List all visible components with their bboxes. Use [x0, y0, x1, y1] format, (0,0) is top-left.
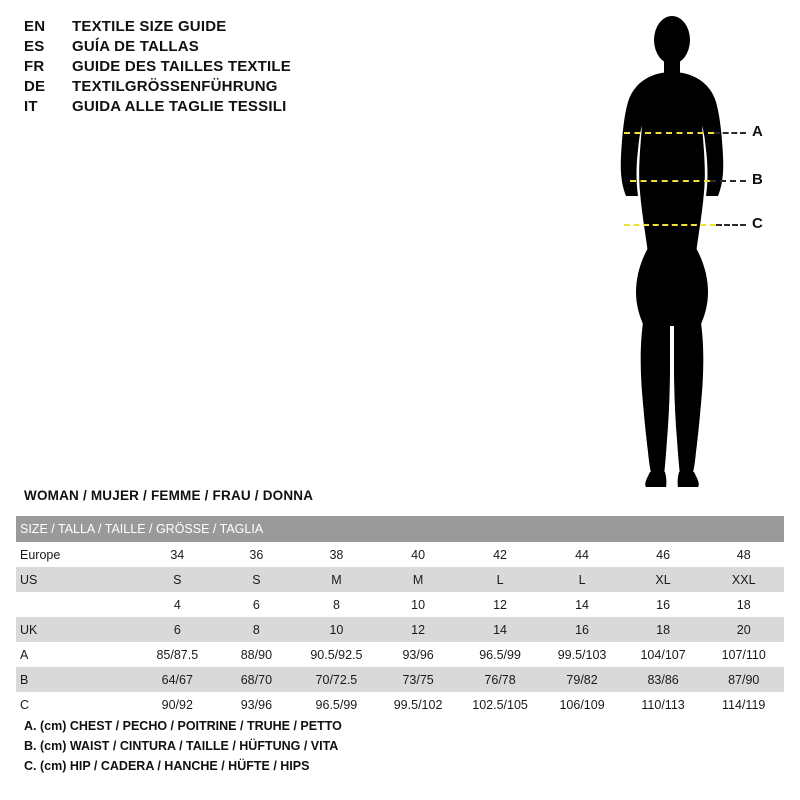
- woman-section-heading: WOMAN / MUJER / FEMME / FRAU / DONNA: [24, 488, 314, 503]
- cell-us-3: M: [331, 572, 342, 587]
- table-row: [16, 692, 784, 717]
- cell-us-6: L: [578, 572, 586, 587]
- row-label-us: US: [20, 572, 38, 587]
- row-label-us-numeric: [16, 592, 137, 617]
- cell-a-6: 99.5/103: [557, 647, 607, 662]
- cell-uk-1: 6: [173, 622, 181, 637]
- language-code-de: DE: [24, 78, 46, 95]
- table-row: [16, 567, 784, 592]
- leader-line-chest: [714, 132, 746, 134]
- cell-b-2: 68/70: [240, 672, 273, 687]
- language-code-es: ES: [24, 38, 45, 55]
- cell-c-8: 114/119: [722, 697, 766, 712]
- cell-europe-6: 44: [575, 547, 590, 562]
- cell-us-2: S: [252, 572, 261, 587]
- cell-c-2: 93/96: [240, 697, 273, 712]
- cell-c-7: 110/113: [641, 697, 685, 712]
- cell-a-2: 88/90: [240, 647, 273, 662]
- female-body-figure: [560, 10, 790, 490]
- cell-europe-7: 46: [656, 547, 671, 562]
- table-row: [16, 592, 784, 617]
- cell-us-4: M: [412, 572, 424, 587]
- title-text-en: TEXTILE SIZE GUIDE: [72, 18, 227, 35]
- cell-c-5: 102.5/105: [472, 697, 528, 712]
- row-label-europe: Europe: [20, 547, 61, 562]
- measure-label-b: B: [752, 171, 763, 188]
- table-row: [16, 642, 784, 667]
- cell-a-8: 107/110: [721, 647, 766, 662]
- title-row-en: [24, 18, 544, 35]
- cell-usnum-4: 10: [411, 597, 426, 612]
- cell-b-1: 64/67: [161, 672, 193, 687]
- cell-b-3: 70/72.5: [315, 672, 358, 687]
- cell-c-4: 99.5/102: [393, 697, 443, 712]
- cell-uk-6: 16: [575, 622, 590, 637]
- cell-b-5: 76/78: [484, 672, 516, 687]
- cell-europe-8: 48: [736, 547, 751, 562]
- cell-c-6: 106/109: [559, 697, 605, 712]
- row-label-c: C: [20, 697, 30, 712]
- cell-usnum-5: 12: [493, 597, 508, 612]
- cell-europe-4: 40: [411, 547, 426, 562]
- title-text-de: TEXTILGRÖSSENFÜHRUNG: [72, 78, 278, 95]
- cell-uk-8: 20: [736, 622, 751, 637]
- cell-us-7: XL: [655, 572, 671, 587]
- language-code-it: IT: [24, 98, 38, 115]
- cell-uk-3: 10: [329, 622, 344, 637]
- title-row-es: [24, 38, 544, 55]
- leader-line-waist: [710, 180, 746, 182]
- cell-usnum-2: 6: [252, 597, 260, 612]
- cell-b-6: 79/82: [566, 672, 598, 687]
- cell-usnum-6: 14: [575, 597, 590, 612]
- cell-us-1: S: [173, 572, 182, 587]
- measure-line-waist: [630, 180, 710, 182]
- cell-europe-1: 34: [170, 547, 185, 562]
- title-text-it: GUIDA ALLE TAGLIE TESSILI: [72, 98, 287, 115]
- size-table: [16, 516, 784, 717]
- cell-europe-5: 42: [493, 547, 508, 562]
- legend-line-a: A. (cm) CHEST / PECHO / POITRINE / TRUHE / PETTO: [24, 719, 342, 733]
- title-row-it: [24, 98, 544, 115]
- title-text-fr: GUIDE DES TAILLES TEXTILE: [72, 58, 291, 75]
- title-block: [24, 18, 544, 118]
- body-silhouette-icon: [560, 10, 790, 490]
- legend-line-b: B. (cm) WAIST / CINTURA / TAILLE / HÜFTUNG / VITA: [24, 739, 339, 753]
- row-label-uk: UK: [20, 622, 38, 637]
- table-header-label: SIZE / TALLA / TAILLE / GRÖSSE / TAGLIA: [16, 516, 784, 542]
- cell-a-5: 96.5/99: [479, 647, 521, 662]
- table-row: [16, 542, 784, 567]
- cell-uk-2: 8: [252, 622, 260, 637]
- cell-uk-4: 12: [411, 622, 426, 637]
- measurement-legend: [24, 716, 342, 776]
- table-row: [16, 617, 784, 642]
- cell-usnum-8: 18: [736, 597, 751, 612]
- cell-uk-5: 14: [493, 622, 508, 637]
- row-label-a: A: [20, 647, 29, 662]
- cell-europe-2: 36: [249, 547, 264, 562]
- measure-label-c: C: [752, 215, 763, 232]
- cell-usnum-1: 4: [173, 597, 181, 612]
- cell-us-8: XXL: [731, 572, 756, 587]
- cell-usnum-7: 16: [656, 597, 671, 612]
- row-label-b: B: [20, 672, 29, 687]
- cell-usnum-3: 8: [332, 597, 340, 612]
- title-row-fr: [24, 58, 544, 75]
- cell-a-3: 90.5/92.5: [310, 647, 363, 662]
- measure-line-hip: [624, 224, 716, 226]
- table-header-row: [16, 516, 784, 542]
- measure-line-chest: [624, 132, 714, 134]
- cell-a-7: 104/107: [640, 647, 686, 662]
- cell-c-3: 96.5/99: [315, 697, 358, 712]
- cell-uk-7: 18: [656, 622, 671, 637]
- cell-europe-3: 38: [329, 547, 344, 562]
- cell-a-4: 93/96: [402, 647, 434, 662]
- cell-b-4: 73/75: [402, 672, 434, 687]
- measure-label-a: A: [752, 123, 763, 140]
- cell-a-1: 85/87.5: [156, 647, 199, 662]
- table-row: [16, 667, 784, 692]
- cell-b-8: 87/90: [728, 672, 760, 687]
- leader-line-hip: [716, 224, 746, 226]
- language-code-fr: FR: [24, 58, 45, 75]
- cell-c-1: 90/92: [161, 697, 193, 712]
- legend-line-c: C. (cm) HIP / CADERA / HANCHE / HÜFTE / HIPS: [24, 759, 310, 773]
- language-code-en: EN: [24, 18, 46, 35]
- title-row-de: [24, 78, 544, 95]
- cell-b-7: 83/86: [647, 672, 679, 687]
- title-text-es: GUÍA DE TALLAS: [72, 38, 199, 55]
- cell-us-5: L: [496, 572, 504, 587]
